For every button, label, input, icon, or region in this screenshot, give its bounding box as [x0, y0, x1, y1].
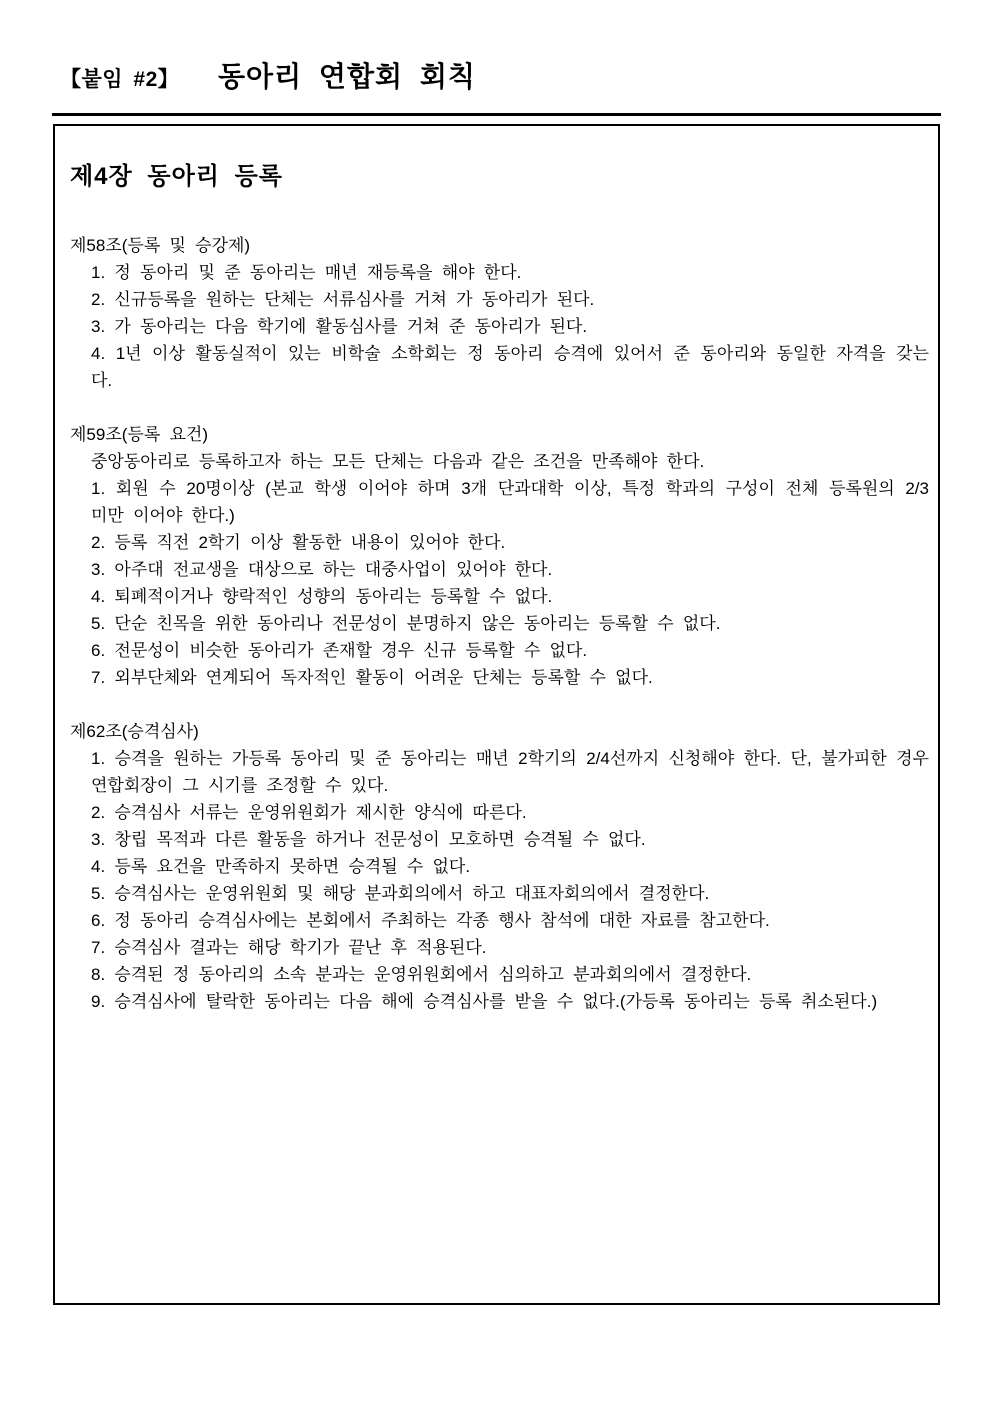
article-item	[91, 745, 929, 799]
article-item	[91, 313, 929, 340]
article-item-text: 승격심사는 운영위원회 및 해당 분과회의에서 하고 대표자회의에서 결정한다.	[114, 884, 710, 903]
article-item-number: 7.	[91, 938, 106, 957]
article-item-number: 5.	[91, 614, 106, 633]
article-item-number: 3.	[91, 830, 106, 849]
document-title: 동아리 연합회 회칙	[218, 61, 476, 92]
article-item-number: 3.	[91, 317, 106, 336]
document-body-frame	[53, 124, 940, 1305]
header-divider-rule	[52, 113, 941, 116]
article-item-text: 외부단체와 연계되어 독자적인 활동이 어려운 단체는 등록할 수 없다.	[114, 668, 653, 687]
article-item-number: 1.	[91, 479, 106, 498]
article-item-number: 4.	[91, 857, 106, 876]
article-item	[91, 529, 929, 556]
article-item-number: 1.	[91, 263, 106, 282]
article-item-number: 4.	[91, 344, 106, 363]
article-item	[91, 799, 929, 826]
article-item-text: 가 동아리는 다음 학기에 활동심사를 거쳐 준 동아리가 된다.	[114, 317, 588, 336]
article-item-text: 단순 친목을 위한 동아리나 전문성이 분명하지 않은 동아리는 등록할 수 없다.	[114, 614, 721, 633]
article-item-text: 전문성이 비슷한 동아리가 존재할 경우 신규 등록할 수 없다.	[114, 641, 588, 660]
article-item-number: 9.	[91, 992, 106, 1011]
article-item-text: 승격을 원하는 가등록 동아리 및 준 동아리는 매년 2학기의 2/4선까지 신청해야 한다. 단, 불가피한 경우 연합회장이 그 시기를 조정할 수 있다.	[91, 749, 929, 795]
article-item	[91, 637, 929, 664]
article-item-text: 승격심사에 탈락한 동아리는 다음 해에 승격심사를 받을 수 없다.(가등록 동아리는 등록 취소된다.)	[114, 992, 878, 1011]
article-item	[91, 961, 929, 988]
article-item-text: 등록 직전 2학기 이상 활동한 내용이 있어야 한다.	[114, 533, 506, 552]
article-section	[70, 421, 929, 691]
article-item-number: 6.	[91, 641, 106, 660]
article-item	[91, 934, 929, 961]
article-item-text: 정 동아리 승격심사에는 본회에서 주최하는 각종 행사 참석에 대한 자료를 참고한다.	[114, 911, 770, 930]
article-item-text: 신규등록을 원하는 단체는 서류심사를 거쳐 가 동아리가 된다.	[114, 290, 595, 309]
article-item-text: 정 동아리 및 준 동아리는 매년 재등록을 해야 한다.	[114, 263, 522, 282]
article-item	[91, 853, 929, 880]
article-item-text: 승격된 정 동아리의 소속 분과는 운영위원회에서 심의하고 분과회의에서 결정한다.	[114, 965, 752, 984]
article-item-text: 아주대 전교생을 대상으로 하는 대중사업이 있어야 한다.	[114, 560, 553, 579]
chapter-title: 제4장 동아리 등록	[70, 163, 283, 190]
article-item-number: 7.	[91, 668, 106, 687]
article-heading: 제62조(승격심사)	[70, 722, 199, 741]
article-item	[91, 286, 929, 313]
article-item	[91, 340, 929, 394]
article-item	[91, 475, 929, 529]
article-heading: 제59조(등록 요건)	[70, 425, 208, 444]
article-item-text: 퇴폐적이거나 향락적인 성향의 동아리는 등록할 수 없다.	[114, 587, 553, 606]
article-item-number: 5.	[91, 884, 106, 903]
article-item	[91, 610, 929, 637]
article-item	[91, 664, 929, 691]
article-heading: 제58조(등록 및 승강제)	[70, 236, 251, 255]
articles	[70, 232, 929, 1015]
attachment-label: 【붙임 #2】	[60, 68, 180, 91]
article-item-text: 승격심사 서류는 운영위원회가 제시한 양식에 따른다.	[114, 803, 527, 822]
article-item-text: 승격심사 결과는 해당 학기가 끝난 후 적용된다.	[114, 938, 487, 957]
article-section	[70, 232, 929, 394]
article-item	[91, 880, 929, 907]
article-intro: 중앙동아리로 등록하고자 하는 모든 단체는 다음과 같은 조건을 만족해야 한다.	[91, 452, 705, 471]
article-item	[91, 556, 929, 583]
article-item-number: 2.	[91, 803, 106, 822]
article-item-number: 4.	[91, 587, 106, 606]
article-item-text: 회원 수 20명이상 (본교 학생 이어야 하며 3개 단과대학 이상, 특정 학과의 구성이 전체 등록원의 2/3 미만 이어야 한다.)	[91, 479, 929, 525]
article-item	[91, 259, 929, 286]
article-item-number: 2.	[91, 533, 106, 552]
article-item	[91, 826, 929, 853]
article-item-text: 창립 목적과 다른 활동을 하거나 전문성이 모호하면 승격될 수 없다.	[114, 830, 646, 849]
article-item	[91, 907, 929, 934]
article-item-number: 2.	[91, 290, 106, 309]
article-item-text: 등록 요건을 만족하지 못하면 승격될 수 없다.	[114, 857, 471, 876]
article-section	[70, 718, 929, 1015]
article-item	[91, 583, 929, 610]
article-item-number: 1.	[91, 749, 106, 768]
article-item	[91, 988, 929, 1015]
article-item-number: 6.	[91, 911, 106, 930]
article-item-number: 3.	[91, 560, 106, 579]
article-item-text: 1년 이상 활동실적이 있는 비학술 소학회는 정 동아리 승격에 있어서 준 동아리와 동일한 자격을 갖는다.	[91, 344, 929, 390]
article-item-number: 8.	[91, 965, 106, 984]
document-body	[55, 126, 938, 1015]
